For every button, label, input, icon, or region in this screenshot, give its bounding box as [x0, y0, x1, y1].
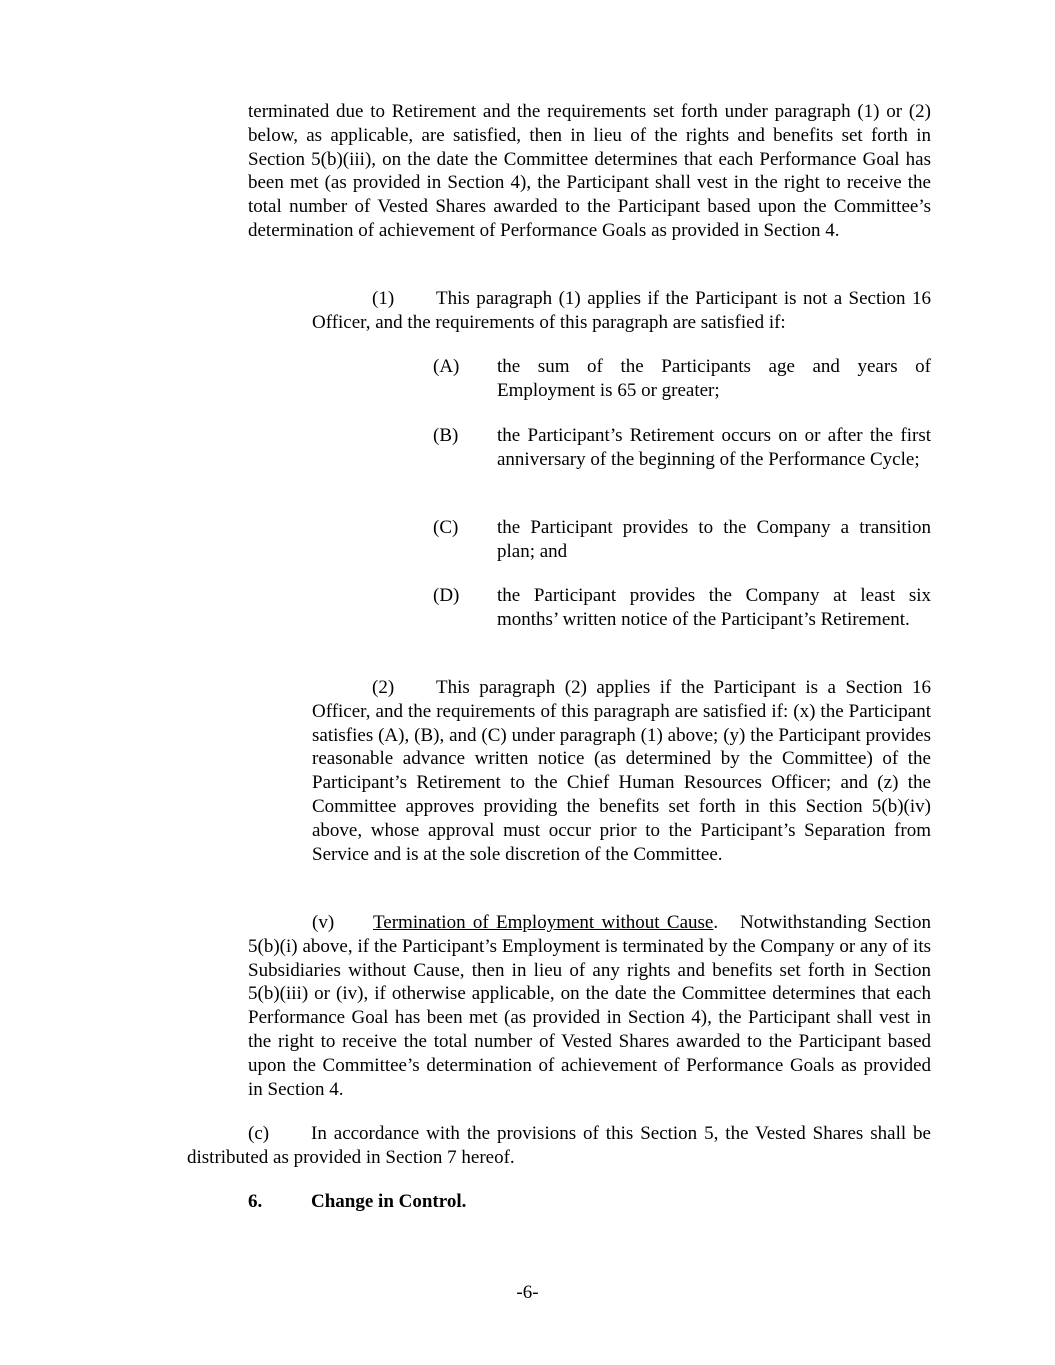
section-6-number: 6. [248, 1191, 263, 1212]
item-b-text: the Participant’s Retirement occurs on or after the first anniversary of the beginning of the Performance Cycle; [497, 425, 931, 470]
section-v-title: Termination of Employment without Cause [373, 912, 714, 933]
section-v [248, 911, 931, 1101]
paragraph-2 [312, 676, 931, 866]
paragraph-1-text: This paragraph (1) applies if the Participant is not a Section 16 Officer, and the requirements of this paragraph are satisfied if: [312, 288, 931, 333]
item-d [433, 584, 931, 632]
item-a-label: (A) [433, 356, 460, 377]
section-6-title: Change in Control. [311, 1191, 467, 1212]
item-b-label: (B) [433, 425, 459, 446]
section-c-text: In accordance with the provisions of this Section 5, the Vested Shares shall be distributed as provided in Section 7 hereof. [187, 1123, 931, 1168]
section-v-title-suffix: . [713, 912, 719, 933]
paragraph-2-label: (2) [372, 677, 395, 698]
item-c-text: the Participant provides to the Company a transition plan; and [497, 517, 931, 562]
paragraph-1 [312, 287, 931, 335]
paragraph-1-label: (1) [372, 288, 395, 309]
intro-paragraph: terminated due to Retirement and the requirements set forth under paragraph (1) or (2) below, as applicable, are satisfied, then in lieu of the rights and benefits set forth in Section 5(b)(iii), on the date the Committee determines that each Performance Goal has been met (as provided in Section 4), the Participant shall vest in the right to receive the total number of Vested Shares awarded to the Participant based upon the Committee’s determination of achievement of Performance Goals as provided in Section 4. [248, 101, 931, 241]
page-number: -6- [516, 1282, 539, 1303]
paragraph-2-text: This paragraph (2) applies if the Participant is a Section 16 Officer, and the requirements of this paragraph are satisfied if: (x) the Participant satisfies (A), (B), and (C) under paragraph (1) above; (y) the Participant provides reasonable advance written notice (as determined by the Committee) of the Participant’s Retirement to the Chief Human Resources Officer; and (z) the Committee approves providing the benefits set forth in this Section 5(b)(iv) above, whose approval must occur prior to the Participant’s Separation from Service and is at the sole discretion of the Committee. [312, 677, 931, 865]
section-v-label: (v) [312, 912, 335, 933]
section-v-text: Notwithstanding Section 5(b)(i) above, if the Participant’s Employment is terminated by the Company or any of its Subsidiaries without Cause, then in lieu of any rights and benefits set forth in Section 5(b)(iii) or (iv), if otherwise applicable, on the date the Committee determines that each Performance Goal has been met (as provided in Section 4), the Participant shall vest in the right to receive the total number of Vested Shares awarded to the Participant based upon the Committee’s determination of achievement of Performance Goals as provided in Section 4. [248, 912, 932, 1100]
section-6-heading [248, 1190, 466, 1214]
section-c-label: (c) [248, 1123, 270, 1144]
item-a [433, 355, 931, 403]
item-a-text: the sum of the Participants age and years of Employment is 65 or greater; [497, 356, 931, 401]
item-c-label: (C) [433, 517, 459, 538]
item-d-text: the Participant provides the Company at least six months’ written notice of the Participant’s Retirement. [497, 585, 931, 630]
section-c [187, 1122, 931, 1170]
item-d-label: (D) [433, 585, 460, 606]
item-c [433, 516, 931, 564]
item-b [433, 424, 931, 472]
